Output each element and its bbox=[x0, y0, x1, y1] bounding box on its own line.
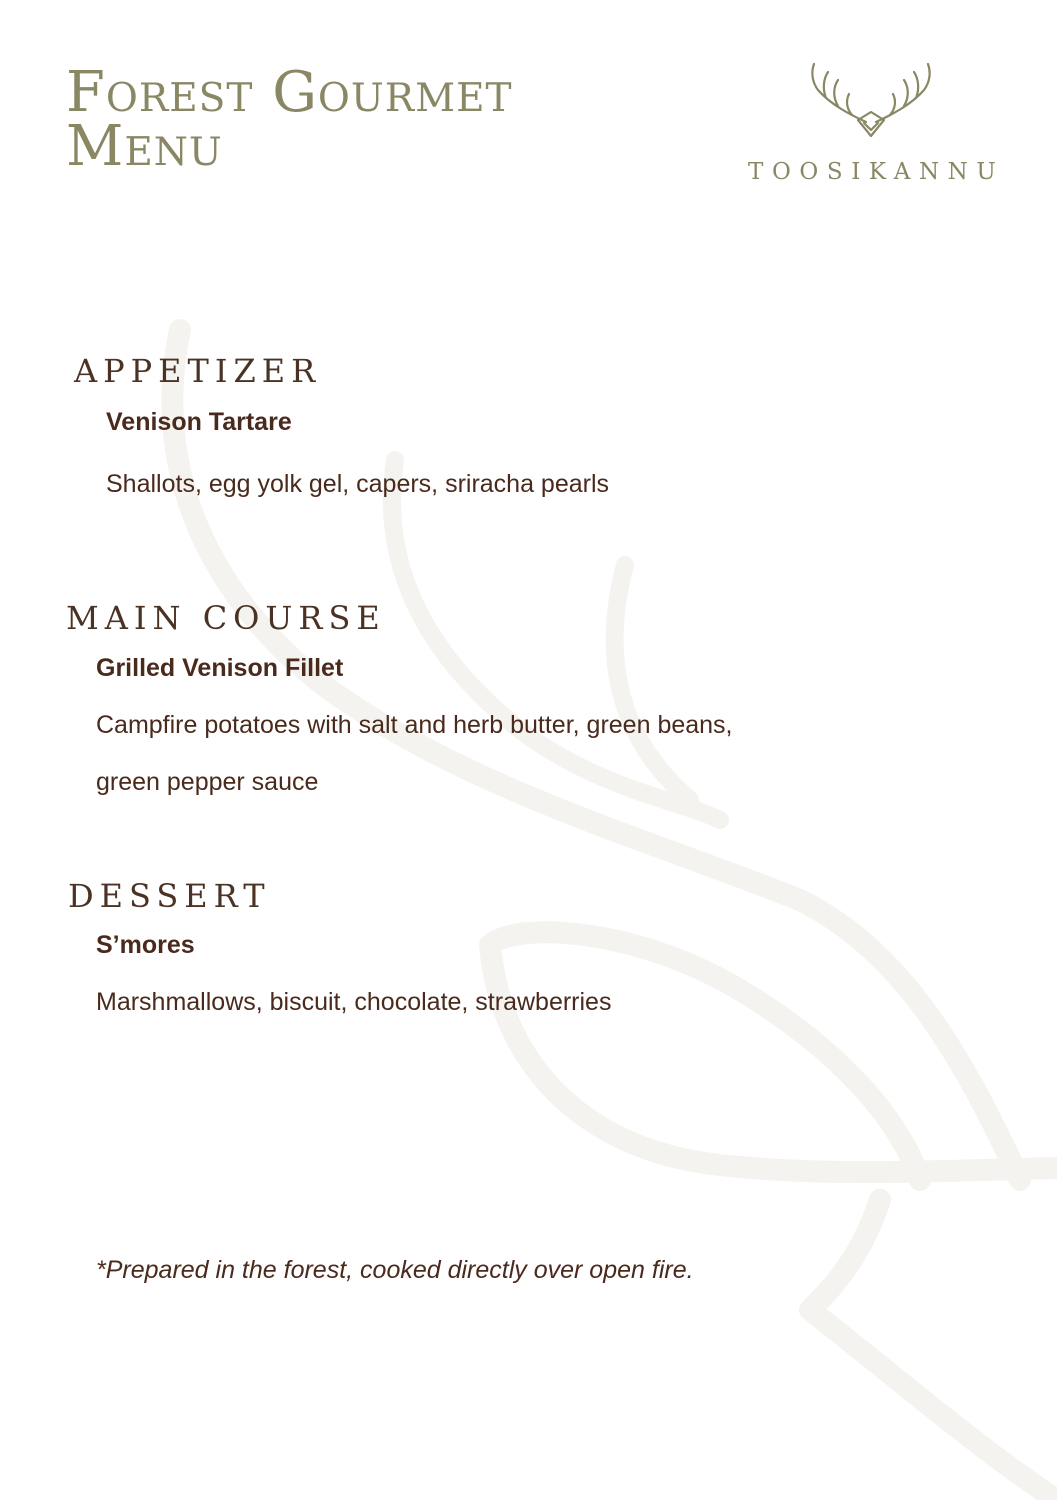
page-title bbox=[66, 60, 513, 179]
footnote: *Prepared in the forest, cooked directly over open fire. bbox=[96, 1256, 694, 1284]
deer-antler-icon bbox=[806, 60, 936, 150]
brand-name: TOOSIKANNU bbox=[748, 159, 1005, 185]
dish-name-dessert: S’mores bbox=[96, 931, 195, 959]
section-heading-main-course: MAIN COURSE bbox=[66, 599, 386, 637]
dish-name-main-course: Grilled Venison Fillet bbox=[96, 654, 344, 682]
dish-description-main-course-line-1: Campfire potatoes with salt and herb butter, green beans, bbox=[96, 711, 733, 739]
section-heading-appetizer: APPETIZER bbox=[74, 352, 322, 390]
dish-name-appetizer: Venison Tartare bbox=[106, 408, 292, 436]
section-heading-dessert: DESSERT bbox=[68, 877, 271, 915]
dish-description-appetizer: Shallots, egg yolk gel, capers, sriracha pearls bbox=[106, 470, 610, 498]
dish-description-main-course-line-2: green pepper sauce bbox=[96, 768, 319, 796]
page-title-line-2: Menu bbox=[66, 114, 223, 179]
page-title-line-1: Forest Gourmet bbox=[66, 60, 513, 125]
dish-description-dessert: Marshmallows, biscuit, chocolate, strawberries bbox=[96, 988, 612, 1016]
brand-logo bbox=[748, 60, 1005, 190]
